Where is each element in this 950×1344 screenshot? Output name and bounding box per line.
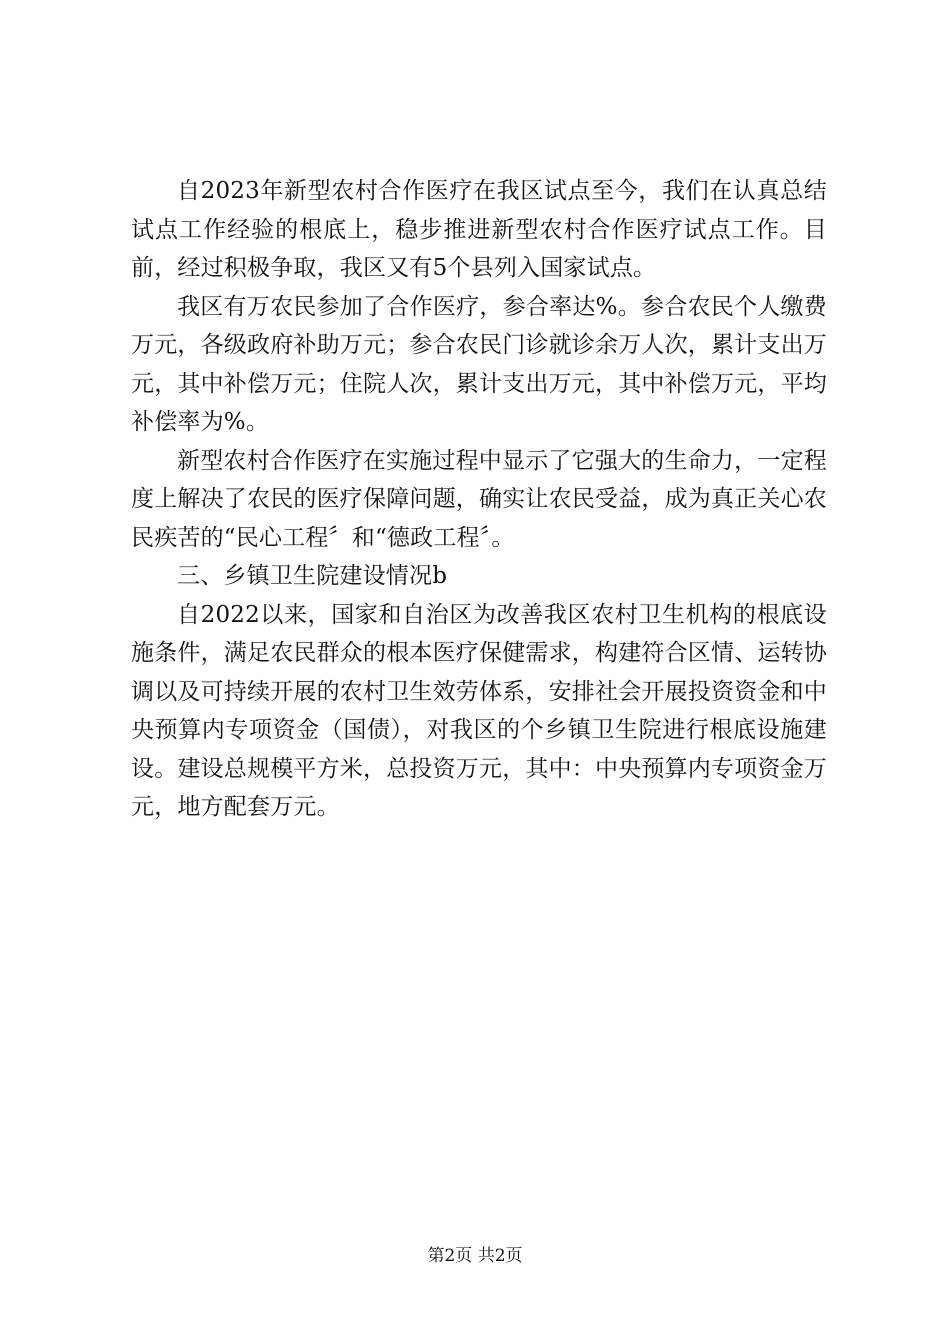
paragraph-pilot-progress: 自2023年新型农村合作医疗在我区试点至今，我们在认真总结试点工作经验的根底上，稳步推进新型农村合作医疗试点工作。目前，经过积极争取，我区又有5个县列入国家试点。 (131, 178, 827, 281)
paragraph-participation-stats: 我区有万农民参加了合作医疗，参合率达%。参合农民个人缴费万元，各级政府补助万元；参合农民门诊就诊余万人次，累计支出万元，其中补偿万元；住院人次，累计支出万元，其中补偿万元，平均补偿率为%。 (131, 293, 827, 435)
document-body (131, 172, 827, 827)
paragraph-hospital-construction: 自2022以来，国家和自治区为改善我区农村卫生机构的根底设施条件，满足农民群众的根本医疗保健需求，构建符合区情、运转协调以及可持续开展的农村卫生效劳体系，安排社会开展投资资金和中央预算内专项资金（国债），对我区的个乡镇卫生院进行根底设施建设。建设总规模平方米，总投资万元，其中：中央预算内专项资金万元，地方配套万元。 (131, 601, 827, 820)
section-heading-township-hospitals: 三、乡镇卫生院建设情况b (177, 563, 448, 589)
paragraph-program-impact: 新型农村合作医疗在实施过程中显示了它强大的生命力，一定程度上解决了农民的医疗保障问题，确实让农民受益，成为真正关心农民疾苦的“民心工程〞和“德政工程〞。 (131, 447, 827, 551)
page-number-footer: 第2页 共2页 (427, 1246, 523, 1266)
